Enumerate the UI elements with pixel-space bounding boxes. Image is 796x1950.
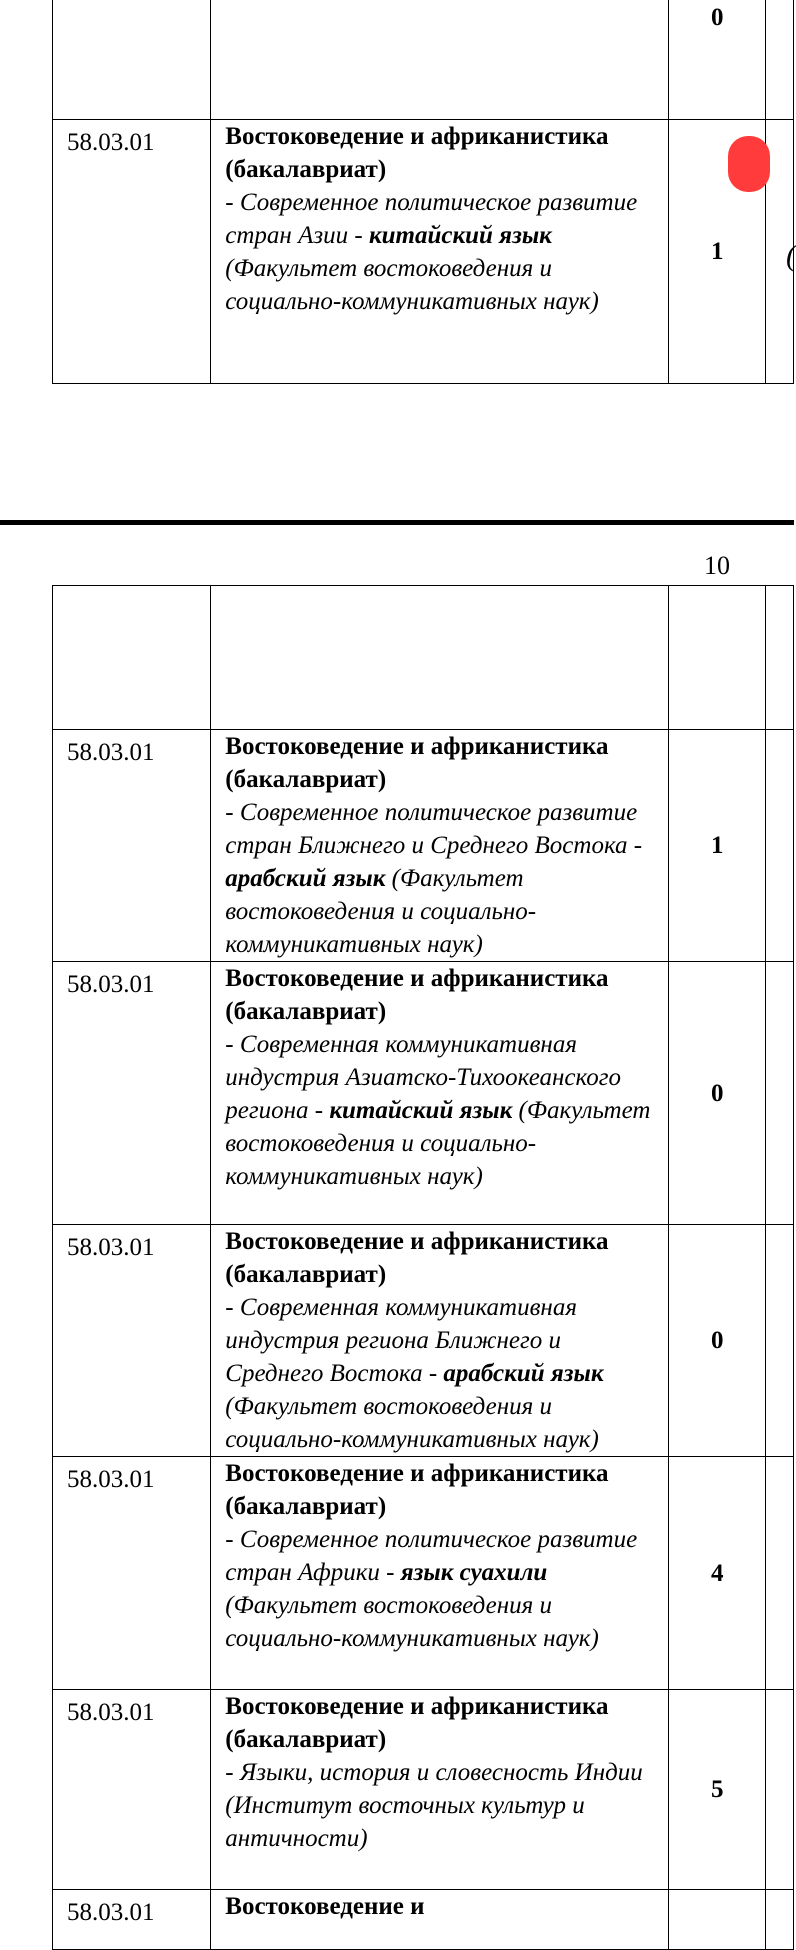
seat-count: 1: [669, 120, 766, 384]
program-code: 58.03.01: [53, 1225, 211, 1457]
seat-count: 0: [669, 0, 766, 120]
program-code: 58.03.01: [53, 120, 211, 384]
table-row: [53, 962, 794, 1225]
program-code: 58.03.01: [53, 962, 211, 1225]
seat-count: 1: [669, 730, 766, 962]
seat-count: 0: [669, 962, 766, 1225]
program-profile: - Языки, история и словесность Индии: [225, 1759, 643, 1786]
program-description: [211, 1457, 669, 1690]
program-description: [211, 1690, 669, 1890]
program-language: китайский язык: [368, 222, 552, 249]
program-profile: - Современная коммуникативная индустрия Азиатско-Тихоокеанского региона -: [225, 1031, 621, 1124]
program-faculty: (Факультет востоковедения и социально-коммуникативных наук): [225, 865, 537, 958]
program-code: 58.03.01: [53, 1457, 211, 1690]
program-faculty: (Факультет востоковедения и социально-коммуникативных наук): [225, 1097, 651, 1190]
seat-count: 4: [669, 1457, 766, 1690]
seat-count: 5: [669, 1690, 766, 1890]
table-row: [53, 1890, 794, 1950]
program-title: Востоковедение и африканистика (бакалавриат): [225, 1228, 609, 1288]
table-row: [53, 0, 794, 120]
table-row: [53, 1225, 794, 1457]
red-marker: [728, 136, 770, 192]
program-description: [211, 120, 669, 384]
program-title: Востоковедение и: [225, 1893, 425, 1920]
program-faculty: (Факультет востоковедения и социально-коммуникативных наук): [225, 1592, 599, 1652]
program-title: Востоковедение и африканистика (бакалавриат): [225, 1460, 609, 1520]
table-row: [53, 1457, 794, 1690]
program-description: [211, 962, 669, 1225]
program-profile: - Современное политическое развитие стран Азии -: [225, 189, 638, 249]
program-description: [211, 730, 669, 962]
seat-count: 0: [669, 1225, 766, 1457]
table-row: [53, 1690, 794, 1890]
program-title: Востоковедение и африканистика (бакалавриат): [225, 123, 609, 183]
program-profile: - Современное политическое развитие стран Ближнего и Среднего Востока -: [225, 799, 643, 859]
top-table: [52, 0, 794, 384]
table-row: [53, 120, 794, 384]
program-title: Востоковедение и африканистика (бакалавриат): [225, 1693, 609, 1753]
program-faculty: (Факультет востоковедения и социально-коммуникативных наук): [225, 1393, 599, 1453]
program-code: 58.03.01: [53, 1890, 211, 1950]
program-language: китайский язык: [329, 1097, 513, 1124]
program-description: [211, 1225, 669, 1457]
program-code: 58.03.01: [53, 730, 211, 962]
table-row: [53, 730, 794, 962]
program-language: арабский язык: [443, 1360, 604, 1387]
page-divider: [0, 520, 794, 525]
clipped-character: (: [786, 239, 796, 272]
program-profile: - Современное политическое развитие стран Африки -: [225, 1526, 638, 1586]
program-code: 58.03.01: [53, 1690, 211, 1890]
program-language: язык суахили: [400, 1559, 548, 1586]
program-faculty: (Факультет востоковедения и социально-коммуникативных наук): [225, 255, 599, 315]
program-title: Востоковедение и африканистика (бакалавриат): [225, 965, 609, 1025]
program-title: Востоковедение и африканистика (бакалавриат): [225, 733, 609, 793]
table-header-row: [53, 586, 794, 730]
main-table: [52, 585, 794, 1950]
page-number: 10: [704, 551, 730, 580]
program-faculty: (Институт восточных культур и античности): [225, 1792, 585, 1852]
program-profile: - Современная коммуникативная индустрия региона Ближнего и Среднего Востока -: [225, 1294, 577, 1387]
program-language: арабский язык: [225, 865, 386, 892]
